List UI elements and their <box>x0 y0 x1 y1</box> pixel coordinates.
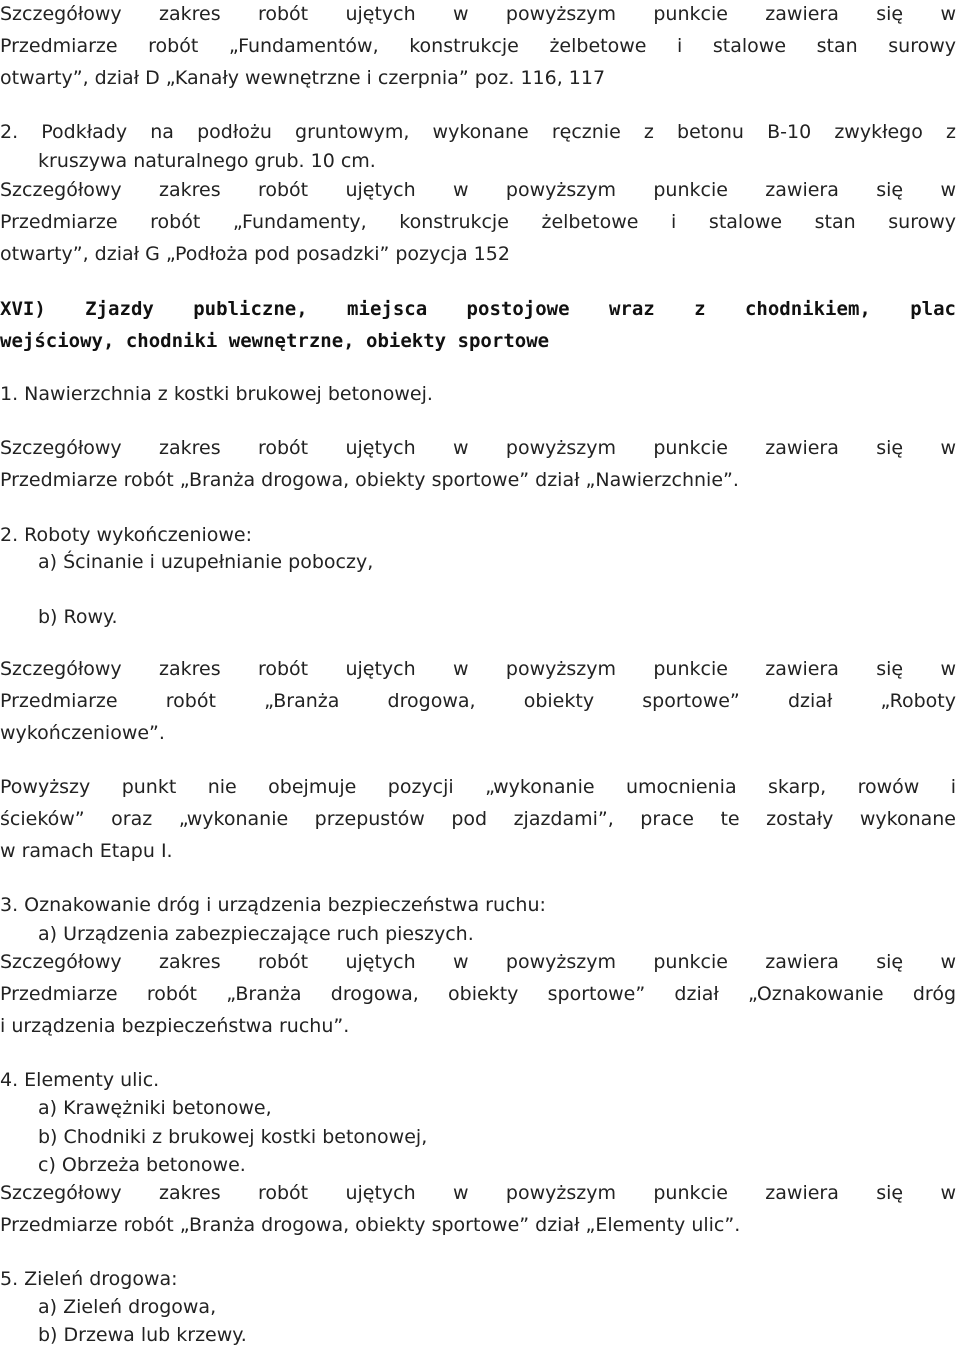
item3-detail-1: Szczegółowy zakres robót ujętych w powyższym punkcie zawiera się w <box>0 951 956 973</box>
item5-sub-b: b) Drzewa lub krzewy. <box>38 1324 247 1346</box>
item2-fund-detail-3: otwarty”, dział G „Podłoża pod posadzki” pozycja 152 <box>0 243 510 265</box>
item2-detail-3: wykończeniowe”. <box>0 722 165 744</box>
item5-sub-a: a) Zieleń drogowa, <box>38 1296 217 1318</box>
item4-sub-c: c) Obrzeża betonowe. <box>38 1154 246 1176</box>
item2-fund-detail-1: Szczegółowy zakres robót ujętych w powyższym punkcie zawiera się w <box>0 179 956 201</box>
item2-fund-detail-2: Przedmiarze robót „Fundamenty, konstrukcje żelbetowe i stalowe stan surowy <box>0 211 956 233</box>
item4-detail-2: Przedmiarze robót „Branża drogowa, obiekty sportowe” dział „Elementy ulic”. <box>0 1214 741 1236</box>
item1-detail-1: Szczegółowy zakres robót ujętych w powyższym punkcie zawiera się w <box>0 437 956 459</box>
item3-title: 3. Oznakowanie dróg i urządzenia bezpieczeństwa ruchu: <box>0 894 546 916</box>
item4-detail-1: Szczegółowy zakres robót ujętych w powyższym punkcie zawiera się w <box>0 1182 956 1204</box>
item2-sub-a: a) Ścinanie i uzupełnianie poboczy, <box>38 551 374 573</box>
item3-detail-2: Przedmiarze robót „Branża drogowa, obiekty sportowe” dział „Oznakowanie dróg <box>0 983 956 1005</box>
item2-detail-1: Szczegółowy zakres robót ujętych w powyższym punkcie zawiera się w <box>0 658 956 680</box>
item4-title: 4. Elementy ulic. <box>0 1069 160 1091</box>
item3-sub-a: a) Urządzenia zabezpieczające ruch pieszych. <box>38 923 474 945</box>
item1-title: 1. Nawierzchnia z kostki brukowej betonowej. <box>0 383 433 405</box>
item2-fund-line-2: kruszywa naturalnego grub. 10 cm. <box>38 150 376 172</box>
intro-line-2: Przedmiarze robót „Fundamentów, konstrukcje żelbetowe i stalowe stan surowy <box>0 35 956 57</box>
item4-sub-a: a) Krawężniki betonowe, <box>38 1097 272 1119</box>
intro-line-1: Szczegółowy zakres robót ujętych w powyższym punkcie zawiera się w <box>0 3 956 25</box>
item5-title: 5. Zieleń drogowa: <box>0 1268 178 1290</box>
note-line-3: w ramach Etapu I. <box>0 840 173 862</box>
item1-detail-2: Przedmiarze robót „Branża drogowa, obiekty sportowe” dział „Nawierzchnie”. <box>0 469 739 491</box>
intro-line-3: otwarty”, dział D „Kanały wewnętrzne i czerpnia” poz. 116, 117 <box>0 67 606 89</box>
item3-detail-3: i urządzenia bezpieczeństwa ruchu”. <box>0 1015 350 1037</box>
note-line-2: ścieków” oraz „wykonanie przepustów pod zjazdami”, prace te zostały wykonane <box>0 808 956 830</box>
section-xvi-heading-2: wejściowy, chodniki wewnętrzne, obiekty sportowe <box>0 330 550 352</box>
item2-sub-b: b) Rowy. <box>38 606 118 628</box>
item4-sub-b: b) Chodniki z brukowej kostki betonowej, <box>38 1126 428 1148</box>
note-line-1: Powyższy punkt nie obejmuje pozycji „wykonanie umocnienia skarp, rowów i <box>0 776 956 798</box>
item2-fund-line-1: 2. Podkłady na podłożu gruntowym, wykonane ręcznie z betonu B-10 zwykłego z <box>0 121 956 143</box>
item2-detail-2: Przedmiarze robót „Branża drogowa, obiekty sportowe” dział „Roboty <box>0 690 956 712</box>
section-xvi-heading-1: XVI) Zjazdy publiczne, miejsca postojowe wraz z chodnikiem, plac <box>0 298 956 320</box>
item2-title: 2. Roboty wykończeniowe: <box>0 524 253 546</box>
